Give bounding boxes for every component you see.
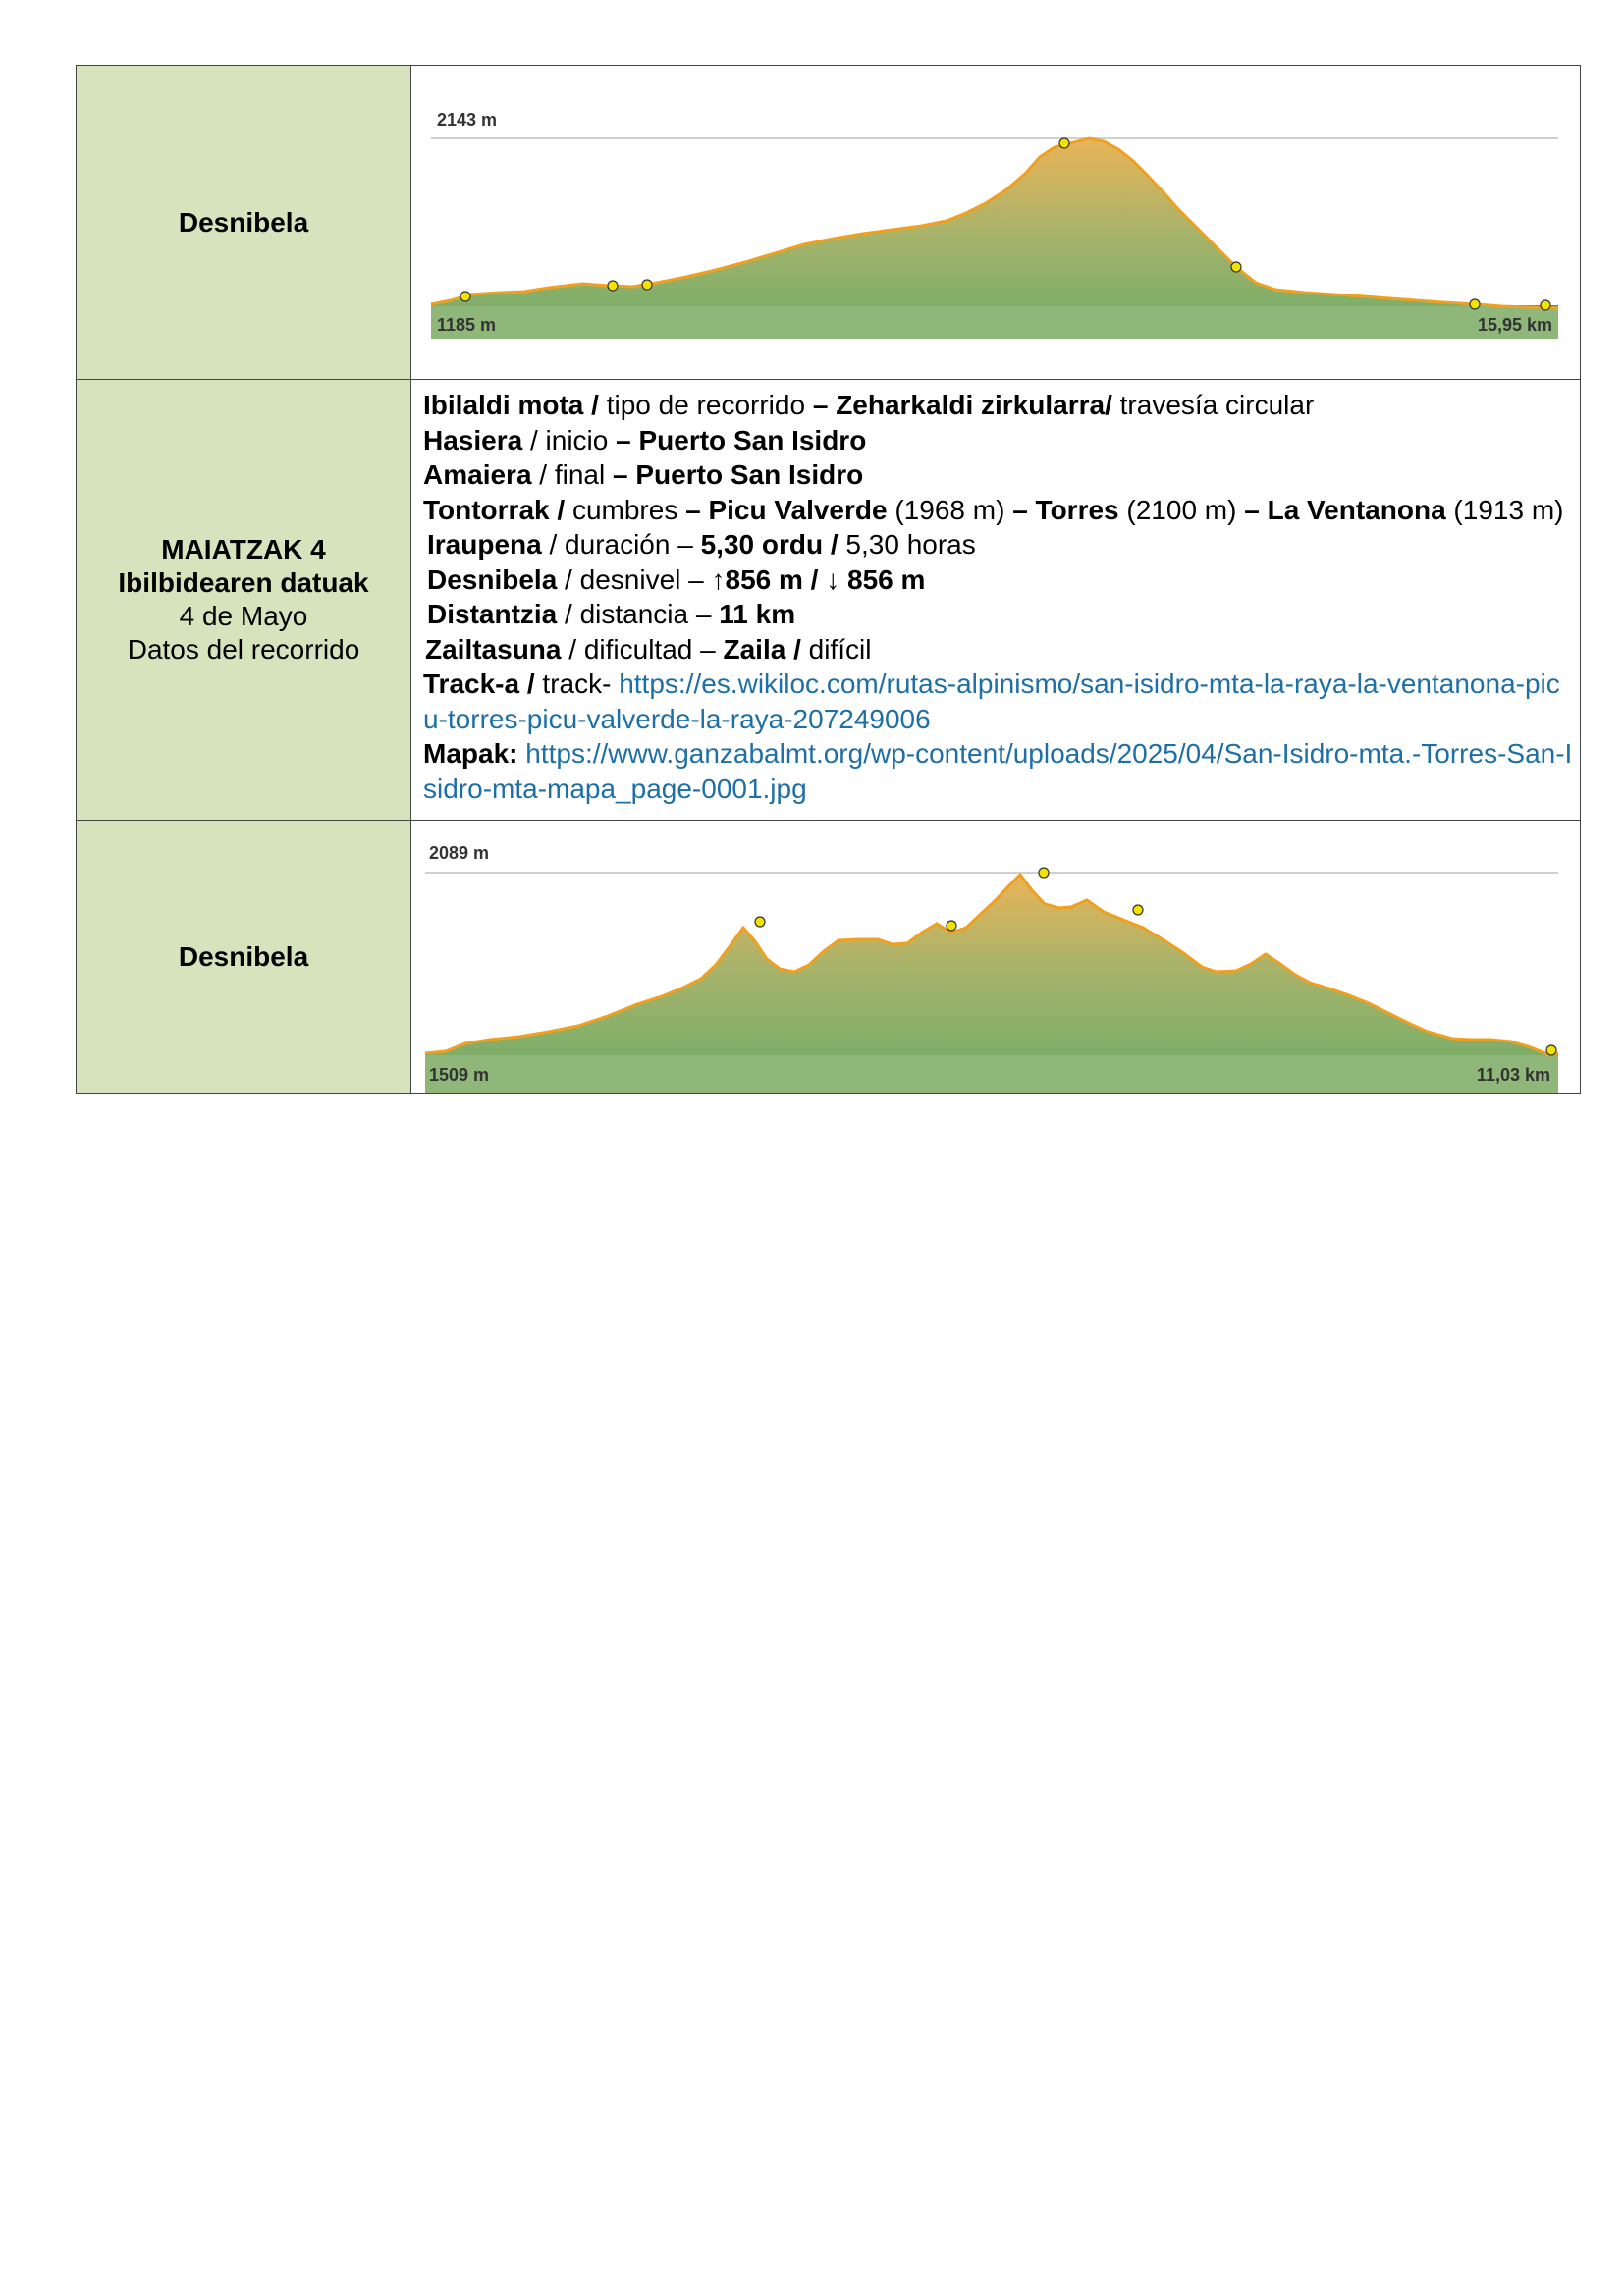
elevation-label-cell-1: [77, 66, 411, 380]
waypoint-marker: [608, 281, 618, 291]
route-info-cell: [411, 380, 1581, 821]
info-map: Mapak: https://www.ganzabalmt.org/wp-content/uploads/2025/04/San-Isidro-mta.-Torres-San-Isidro-mta-mapa_page-0001.jpg: [423, 738, 1573, 804]
waypoint-marker: [755, 917, 765, 927]
info-difficulty: Zailtasuna / dificultad – Zaila / difícil: [425, 633, 872, 665]
distance-label: 15,95 km: [1477, 314, 1552, 335]
info-end: Amaiera / final – Puerto San Isidro: [423, 459, 864, 490]
waypoint-marker: [1039, 868, 1049, 878]
route-table: [76, 65, 1581, 1094]
info-duration: Iraupena / duración – 5,30 ordu / 5,30 horas: [427, 529, 976, 560]
info-elevation-gain: Desnibela / desnivel – ↑856 m / ↓ 856 m: [427, 563, 926, 595]
waypoint-marker: [1470, 299, 1480, 309]
distance-label: 11,03 km: [1476, 1064, 1550, 1085]
route-data-heading: Ibilbidearen datuak: [118, 567, 369, 598]
elevation-profile-cell-2: [411, 821, 1581, 1094]
waypoint-marker: [642, 280, 652, 290]
date-heading: MAIATZAK 4: [161, 534, 326, 564]
min-elevation-label: 1509 m: [429, 1064, 490, 1085]
waypoint-marker: [1546, 1045, 1556, 1055]
track-link[interactable]: https://es.wikiloc.com/rutas-alpinismo/san-isidro-mta-la-raya-la-ventanona-picu-torres-picu-valverde-la-raya-207249006: [423, 668, 1560, 734]
elevation-area: [425, 875, 1558, 1055]
waypoint-marker: [1231, 262, 1241, 272]
info-start: Hasiera / inicio – Puerto San Isidro: [423, 424, 867, 455]
info-track: Track-a / track- https://es.wikiloc.com/rutas-alpinismo/san-isidro-mta-la-raya-la-ventanona-picu-torres-picu-valverde-la-raya-207249006: [423, 668, 1560, 734]
map-link[interactable]: https://www.ganzabalmt.org/wp-content/uploads/2025/04/San-Isidro-mta.-Torres-San-Isidro-mta-mapa_page-0001.jpg: [423, 738, 1573, 804]
waypoint-marker: [1133, 905, 1143, 915]
info-summits: Tontorrak / cumbres – Picu Valverde (1968 m) – Torres (2100 m) – La Ventanona (1913 m): [423, 494, 1564, 525]
elevation-label-cell-2: [77, 821, 411, 1094]
elevation-profile-chart-1: [411, 90, 1570, 355]
waypoint-marker: [947, 921, 956, 931]
date-spanish: 4 de Mayo: [179, 601, 308, 631]
info-route-type: Ibilaldi mota / tipo de recorrido – Zeharkaldi zirkularra/ travesía circular: [423, 390, 1315, 420]
max-elevation-label: 2089 m: [429, 842, 490, 863]
route-data-spanish: Datos del recorrido: [127, 634, 360, 665]
min-elevation-label: 1185 m: [437, 314, 497, 335]
elevation-label: Desnibela: [178, 940, 309, 972]
max-elevation-label: 2143 m: [437, 109, 498, 130]
base-band: [431, 306, 1558, 339]
elevation-label: Desnibela: [178, 206, 309, 238]
elevation-area: [431, 138, 1558, 308]
waypoint-marker: [1059, 138, 1069, 148]
base-band: [425, 1055, 1558, 1093]
elevation-profile-cell-1: [411, 66, 1581, 380]
waypoint-marker: [460, 292, 470, 301]
elevation-profile-chart-2: [411, 822, 1570, 1093]
waypoint-marker: [1541, 300, 1550, 310]
info-distance: Distantzia / distancia – 11 km: [427, 599, 796, 629]
route-summary-cell: [77, 380, 411, 821]
